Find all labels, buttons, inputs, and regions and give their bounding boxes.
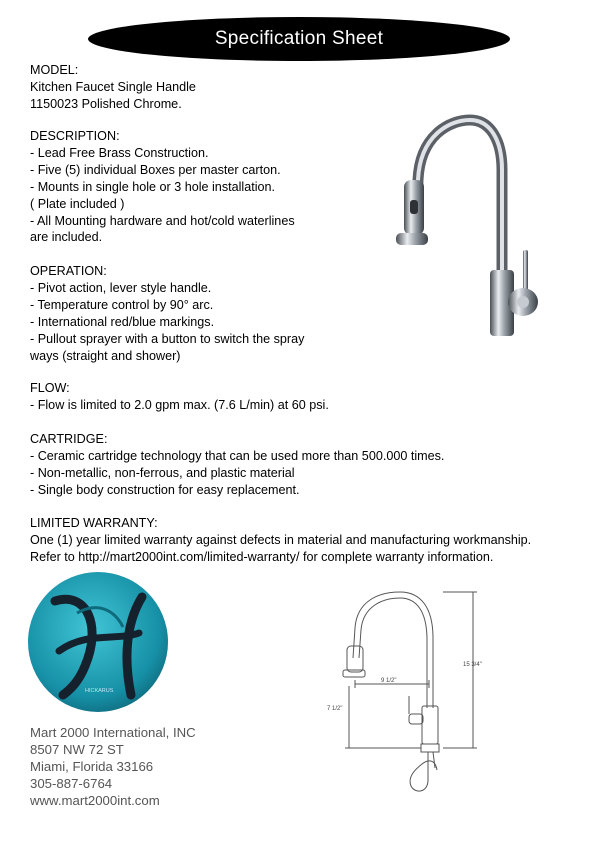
warranty-heading: LIMITED WARRANTY: xyxy=(30,516,158,530)
cartridge-line: - Non-metallic, non-ferrous, and plastic material xyxy=(30,465,295,480)
model-line: 1150023 Polished Chrome. xyxy=(30,96,182,111)
description-line: - Mounts in single hole or 3 hole installation. xyxy=(30,179,276,194)
brand-logo xyxy=(27,571,169,713)
company-contact xyxy=(30,724,196,809)
operation-section xyxy=(30,263,304,364)
model-heading: MODEL: xyxy=(30,63,79,77)
company-city: Miami, Florida 33166 xyxy=(30,759,154,774)
faucet-photo xyxy=(380,110,550,345)
page-title: Specification Sheet xyxy=(214,28,384,49)
dimension-drawing xyxy=(325,588,495,803)
spout-dimension-label: 7 1/2" xyxy=(327,706,343,712)
company-street: 8507 NW 72 ST xyxy=(30,742,124,757)
operation-line: - Pivot action, lever style handle. xyxy=(30,280,212,295)
cartridge-section xyxy=(30,431,444,499)
operation-line: - International red/blue markings. xyxy=(30,314,215,329)
model-line: Kitchen Faucet Single Handle xyxy=(30,79,196,94)
model-section xyxy=(30,62,196,113)
operation-line: - Pullout sprayer with a button to switch the spray xyxy=(30,331,305,346)
flow-line: - Flow is limited to 2.0 gpm max. (7.6 L/min) at 60 psi. xyxy=(30,397,329,412)
warranty-line: One (1) year limited warranty against defects in material and manufacturing workmanship. xyxy=(30,532,532,547)
description-section xyxy=(30,128,295,246)
description-line: ( Plate included ) xyxy=(30,196,125,211)
reach-dimension-label: 9 1/2" xyxy=(381,678,397,684)
description-line: - Five (5) individual Boxes per master carton. xyxy=(30,162,281,177)
cartridge-line: - Ceramic cartridge technology that can be used more than 500.000 times. xyxy=(30,448,445,463)
warranty-line: Refer to http://mart2000int.com/limited-warranty/ for complete warranty information. xyxy=(30,549,494,564)
flow-heading: FLOW: xyxy=(30,381,70,395)
company-phone: 305-887-6764 xyxy=(30,776,113,791)
logo-brand-text: HICKARUS xyxy=(85,688,114,694)
description-line: - Lead Free Brass Construction. xyxy=(30,145,209,160)
operation-line: ways (straight and shower) xyxy=(30,348,181,363)
warranty-section xyxy=(30,515,531,566)
company-website: www.mart2000int.com xyxy=(30,793,160,808)
height-dimension-label: 15 3/4" xyxy=(463,662,482,668)
cartridge-heading: CARTRIDGE: xyxy=(30,432,108,446)
description-line: are included. xyxy=(30,230,103,245)
cartridge-line: - Single body construction for easy replacement. xyxy=(30,482,300,497)
flow-section xyxy=(30,380,329,414)
operation-line: - Temperature control by 90° arc. xyxy=(30,297,214,312)
operation-heading: OPERATION: xyxy=(30,264,107,278)
description-heading: DESCRIPTION: xyxy=(30,129,120,143)
company-name: Mart 2000 International, INC xyxy=(30,725,196,740)
description-line: - All Mounting hardware and hot/cold waterlines xyxy=(30,213,295,228)
